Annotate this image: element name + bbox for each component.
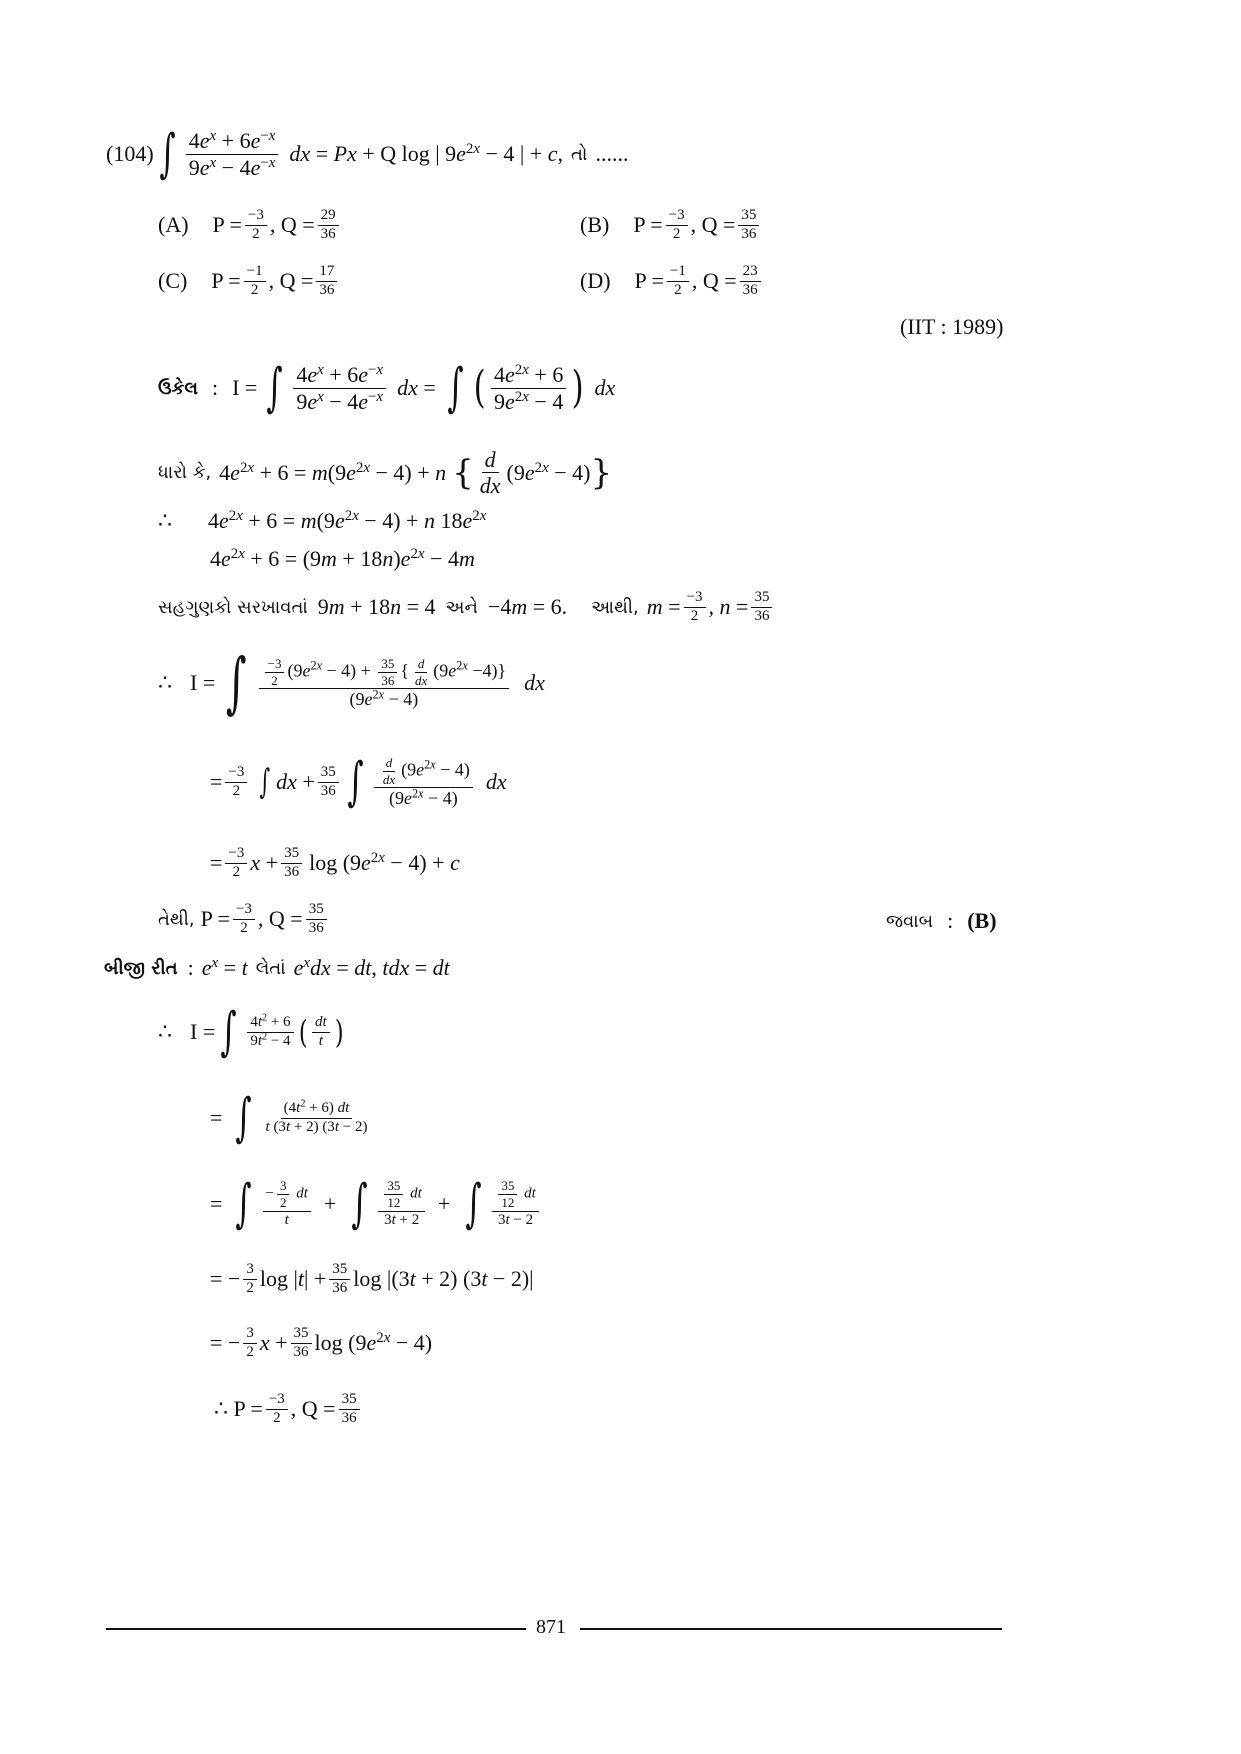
- solution-line-1: ઉકેલ : I = ∫ $\frac{4e^x + 6e^{-x}}{9e^x - 4e^{-x}}$ dx = ∫ ( $\frac{4e^{2x} + 6}{9e^{2x} - 4}$ ) dx: [158, 358, 616, 418]
- answer-line: જવાબ : (B): [886, 908, 997, 933]
- compare-text: સહગુણકો સરખાવતાં: [158, 596, 308, 618]
- solution-conclusion: તેથી, P = $\frac{-3}{2}$ , Q = $\frac{35}{36}$: [158, 902, 330, 937]
- option-d: (D) P = $\frac{-1}{2}$ , Q = $\frac{23}{36}$: [580, 264, 764, 299]
- solution-split-integral: = $\frac{-3}{2}$ ∫ dx + $\frac{35}{36}$ ∫ $\frac{d}{dx}$ $(9e^{2x} - 4)$ $(9e^{2x} - 4)$ dx: [210, 752, 507, 813]
- solution-let-line: ધારો કે, $4e^{2x} + 6 = m(9e^{2x} - 4) + n$ { $\frac{d}{dx}$ $(9e^{2x} - 4)$ }: [158, 447, 613, 499]
- page-number: 871: [536, 1616, 566, 1638]
- option-label: (C): [158, 268, 188, 294]
- and-word: અને: [445, 596, 478, 618]
- question-integrand: $\frac{4e^x + 6e^{-x}}{9e^x - 4e^{-x}}$: [186, 129, 279, 178]
- option-label: (B): [580, 212, 610, 238]
- solution-step-2: ∴ $4e^{2x} + 6 = m(9e^{2x} - 4) + n$ $18e^{2x}$: [158, 507, 487, 533]
- method2-step-4: = − $\frac{3}{2}$ log |t| + $\frac{35}{36}$ log |(3t + 2) (3t − 2)|: [210, 1261, 534, 1296]
- hence-word: આથી,: [591, 596, 639, 618]
- solution-compare-line: સહગુણકો સરખાવતાં 9m + 18n = 4 અને −4m = 6. આથી, m = $\frac{-3}{2}$ , n = $\frac{35}{36}$: [158, 590, 775, 625]
- therefore-word: તેથી,: [158, 908, 195, 930]
- taking-word: લેતાં: [255, 957, 286, 979]
- method2-conclusion: ∴ P = $\frac{-3}{2}$ , Q = $\frac{35}{36}$: [214, 1392, 363, 1427]
- question-line: (104) ∫ $\frac{4e^x + 6e^{-x}}{9e^x - 4e^{-x}}$ dx = Px + Q log | $9e^{2x} - 4$ | + c, તો ......: [106, 124, 629, 184]
- solution-heading: ઉકેલ: [158, 377, 198, 399]
- footer-rule-left: [106, 1628, 526, 1630]
- footer-rule-right: [580, 1628, 1002, 1630]
- solution-result: = $\frac{-3}{2}$ x + $\frac{35}{36}$ $\log (9e^{2x} - 4) + c$: [210, 845, 460, 880]
- option-b: (B) P = $\frac{-3}{2}$ , Q = $\frac{35}{36}$: [580, 208, 762, 243]
- answer-value: (B): [967, 908, 997, 933]
- solution-integral-expansion: ∴ I = ∫ $\frac{-3}{2}$ $(9e^{2x} - 4)$ + $\frac{35}{36}$ { $\frac{d}{dx}$ $(9e^{2x} -4)$} $(9e^{2x} - 4)$ dx: [158, 644, 545, 721]
- let-word: ધારો કે,: [158, 462, 212, 484]
- question-number: (104): [106, 141, 154, 166]
- option-label: (A): [158, 212, 189, 238]
- then-word: તો: [571, 143, 588, 165]
- method2-heading: બીજી રીત: [104, 957, 178, 979]
- therefore-symbol: ∴: [158, 508, 172, 533]
- answer-label: જવાબ: [886, 910, 934, 932]
- option-c: (C) P = $\frac{-1}{2}$ , Q = $\frac{17}{36}$: [158, 264, 340, 299]
- question-dots: ......: [595, 141, 629, 166]
- integral-sign: ∫: [159, 124, 176, 184]
- method2-line: બીજી રીત : $e^x = t$ લેતાં $e^xdx$ = dt, tdx = dt: [104, 954, 450, 980]
- method2-step-5: = − $\frac{3}{2}$ x + $\frac{35}{36}$ $\log (9e^{2x} - 4)$: [210, 1325, 433, 1360]
- solution-step-3: $4e^{2x} + 6 = (9m + 18n)e^{2x} - 4m$: [210, 545, 475, 571]
- method2-step-1: ∴ I = ∫ $\frac{4t^2 + 6}{9t^2 - 4}$ ( $\frac{dt}{t}$ ): [158, 1002, 344, 1062]
- option-a: (A) P = $\frac{-3}{2}$ , Q = $\frac{29}{36}$: [158, 208, 342, 243]
- option-label: (D): [580, 268, 611, 294]
- method2-step-2: = ∫ $\frac{(4t^2 + 6) dt}{t (3t + 2) (3t - 2)}$: [210, 1088, 368, 1148]
- question-source: (IIT : 1989): [900, 314, 1004, 339]
- method2-step-3: = ∫ − $\frac{3}{2}$ dt t + ∫ $\frac{35}{12}$ dt 3t + 2 + ∫ $\frac{35}{12}$ dt 3t − 2: [210, 1178, 542, 1230]
